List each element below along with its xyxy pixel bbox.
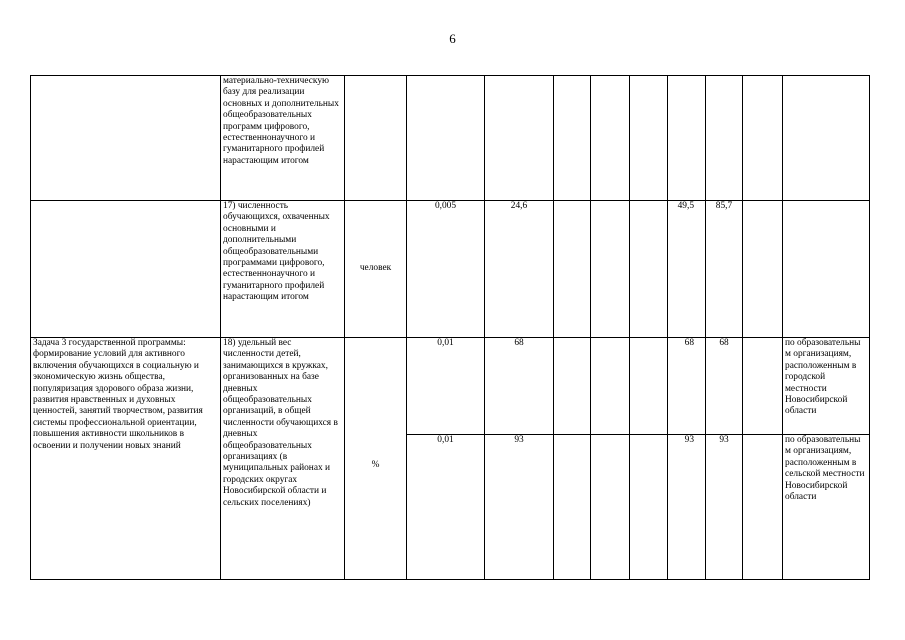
task-cell-empty (31, 201, 221, 338)
value-cell: 0,005 (407, 201, 485, 338)
indicator-cell: материально-техническую базу для реализации основных и дополнительных общеобразовательных программ цифрового, естественнонаучного и гуманитарного профилей нарастающим итогом (221, 76, 345, 201)
task-cell-empty (31, 76, 221, 201)
unit-label: % (371, 459, 380, 470)
value-cell: 93 (668, 435, 706, 580)
value-cell: 68 (668, 338, 706, 435)
table-row-16-continued (31, 76, 870, 201)
value-cell: 0,01 (407, 435, 485, 580)
indicator-cell: 17) численность обучающихся, охваченных основными и дополнительными общеобразовательными программами цифрового, естественнонаучного и гуманитарного профилей нарастающим итогом (221, 201, 345, 338)
table-row-18-urban (31, 338, 870, 435)
unit-cell (345, 338, 407, 580)
indicators-table (30, 75, 870, 580)
value-cell: 49,5 (668, 201, 706, 338)
value-cell: 0,01 (407, 338, 485, 435)
unit-cell (345, 76, 407, 201)
note-cell: по образовательны м организациям, расположенным в сельской местности Новосибирской области (783, 435, 870, 580)
value-cell: 24,6 (485, 201, 554, 338)
task-cell: Задача 3 государственной программы: формирование условий для активного включения обучающихся в социальную и экономическую жизнь общества, популяризация здорового образа жизни, развития нравственных и духовных ценностей, занятий творчеством, развития системы профессиональной ориентации, повышения активности школьников в освоении и получении новых знаний (31, 338, 221, 580)
value-cell: 68 (706, 338, 743, 435)
note-cell: по образовательны м организациям, расположенным в городской местности Новосибирской области (783, 338, 870, 435)
value-cell: 93 (706, 435, 743, 580)
unit-cell: человек (345, 201, 407, 338)
value-cell: 93 (485, 435, 554, 580)
page-number: 6 (449, 31, 456, 46)
table-row-17 (31, 201, 870, 338)
indicator-cell: 18) удельный вес численности детей, занимающихся в кружках, организованных на базе дневных общеобразовательных организаций, в общей численности обучающихся в дневных общеобразовательных организациях (в муниципальных районах и городских округах Новосибирской области и сельских поселениях) (221, 338, 345, 580)
value-cell: 85,7 (706, 201, 743, 338)
value-cell: 68 (485, 338, 554, 435)
